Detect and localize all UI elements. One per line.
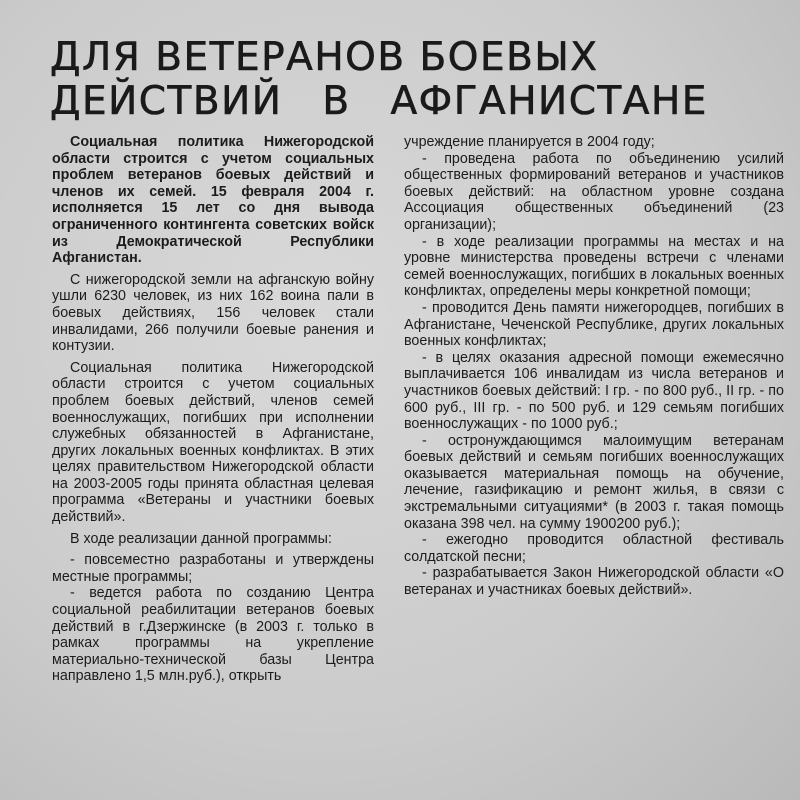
list-item: - ежегодно проводится областной фестиваль солдатской песни;	[404, 532, 784, 565]
list-item: - ведется работа по созданию Центра социальной реабилитации ветеранов боевых действий в г.Дзержинске (в 2003 г. только в рамках программы на укрепление материально-технической базы Центра направлено 1,5 млн.руб.), открыть	[52, 585, 374, 685]
continued-text: учреждение планируется в 2004 году;	[404, 134, 655, 150]
list-item: - в ходе реализации программы на местах и на уровне министерства проведены встречи с членами семей военнослужащих, погибших в локальных военных конфликтах, определены меры конкретной помощи;	[404, 233, 784, 300]
headline-line-1: ДЛЯ ВЕТЕРАНОВ БОЕВЫХ	[50, 35, 599, 80]
list-item: - проведена работа по объединению усилий общественных формирований ветеранов и участников боевых действий: на областном уровне создана Ассоциация общественных объединений (23 организации);	[404, 150, 784, 233]
list-item: - разрабатывается Закон Нижегородской области «О ветеранах и участниках боевых действий».	[404, 565, 784, 599]
article-column-right	[404, 134, 784, 599]
list-item: - в целях оказания адресной помощи ежемесячно выплачивается 106 инвалидам из числа ветеранов и участников боевых действий: I гр. - по 800 руб., II гр. - по 600 руб., III гр. - по 500 руб. и 129 семьям погибших военнослужащих - по 1000 руб.;	[404, 349, 784, 433]
headline-line-2: ДЕЙСТВИЙ В АФГАНИСТАНЕ	[50, 79, 708, 124]
list-item: - остронуждающимся малоимущим ветеранам боевых действий и семьям погибших военнослужащих оказывается материальная помощь на обучение, лечение, газификацию и ремонт жилья, в связи с экстремальными ситуациями* (в 2003 г. такая помощь оказана 398 чел. на сумму 1900200 руб.);	[404, 432, 784, 532]
list-item: - проводится День памяти нижегородцев, погибших в Афганистане, Чеченской Республике, других локальных военных конфликтах;	[404, 299, 784, 350]
body-paragraph: В ходе реализации данной программы:	[70, 530, 332, 547]
body-paragraph: С нижегородской земли на афганскую войну ушли 6230 человек, из них 162 воина пали в боевых действиях, 156 человек стали инвалидами, 266 получили боевые ранения и контузии.	[52, 271, 374, 355]
article-column-left	[52, 134, 374, 685]
list-item: - повсеместно разработаны и утверждены местные программы;	[52, 552, 374, 585]
body-paragraph: Социальная политика Нижегородской области строится с учетом социальных проблем боевых действий, членов семей военнослужащих, погибших при исполнении служебных обязанностей в Афганистане, других локальных военных конфликтах. В этих целях правительством Нижегородской области на 2003-2005 годы принята областная целевая программа «Ветераны и участники боевых действий».	[52, 359, 374, 526]
article-headline	[30, 36, 790, 124]
lead-paragraph: Социальная политика Нижегородской области строится с учетом социальных проблем ветеранов боевых действий и членов их семей. 15 февраля 2004 г. исполняется 15 лет со дня вывода ограниченного контингента советских войск из Демократической Республики Афганистан.	[52, 134, 374, 267]
